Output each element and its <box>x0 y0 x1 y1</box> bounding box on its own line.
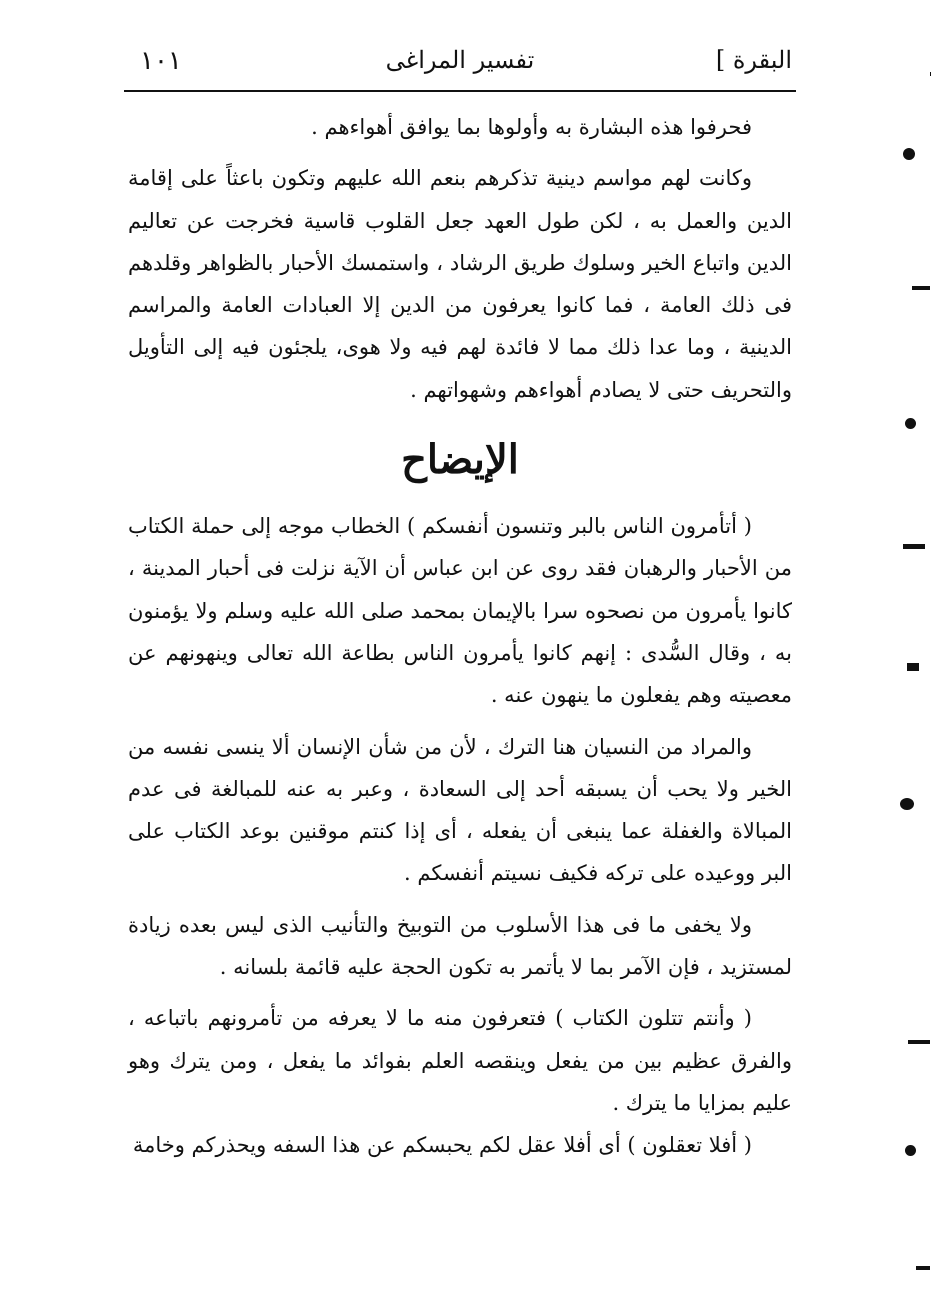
paragraph: ( أتأمرون الناس بالبر وتنسون أنفسكم ) الخطاب موجه إلى حملة الكتاب من الأحبار والرهبان فقد روى عن ابن عباس أن الآية نزلت فى أحبار المدينة ، كانوا يأمرون من نصحوه سرا بالإيمان بمحمد صلى الله عليه وسلم ولا يؤمنون به ، وقال السُّدى : إنهم كانوا يأمرون الناس بطاعة الله تعالى وينهونهم عن معصيته وهم يفعلون ما ينهون عنه . <box>128 514 792 708</box>
scan-speck <box>900 798 914 810</box>
section-heading: الإيضاح <box>401 436 519 484</box>
scan-speck <box>912 286 930 290</box>
page-body <box>128 106 792 1167</box>
page-header <box>128 38 792 86</box>
scan-speck <box>907 663 919 671</box>
scan-speck <box>905 418 916 429</box>
surah-name: البقرة ] <box>715 46 792 74</box>
scan-speck <box>908 1040 930 1044</box>
book-title: تفسير المراغى <box>385 46 535 74</box>
scan-speck <box>916 1266 930 1270</box>
paragraph: وكانت لهم مواسم دينية تذكرهم بنعم الله عليهم وتكون باعثاً على إقامة الدين والعمل به ، لكن طول العهد جعل القلوب قاسية فخرجت عن تعاليم الدين واتباع الخير وسلوك طريق الرشاد ، واستمسك الأحبار بالظواهر وقلدهم فى ذلك العامة ، فما كانوا يعرفون من الدين إلا العبادات العامة والمراسم الدينية ، وما عدا ذلك مما لا فائدة لهم فيه ولا هوى، يلجئون فيه إلى التأويل والتحريف حتى لا يصادم أهواءهم وشهواتهم . <box>128 166 792 402</box>
scan-speck <box>905 1145 916 1156</box>
page-number: ١٠١ <box>140 46 182 76</box>
paragraph: ولا يخفى ما فى هذا الأسلوب من التوبيخ والتأنيب الذى ليس بعده زيادة لمستزيد ، فإن الآمر بما لا يأتمر به تكون الحجة عليه قائمة بلسانه . <box>128 912 792 980</box>
scan-speck <box>903 148 915 160</box>
paragraph: ( وأنتم تتلون الكتاب ) فتعرفون منه ما لا يعرفه من تأمرونهم باتباعه ، والفرق عظيم بين من يفعل وينقصه العلم بفوائد ما يفعل ، ومن يترك وهو عليم بمزايا ما يترك . <box>128 1006 792 1115</box>
scan-speck <box>903 544 925 549</box>
paragraph: ( أفلا تعقلون ) أى أفلا عقل لكم يحبسكم عن هذا السفه ويحذركم وخامة <box>132 1133 752 1158</box>
paragraph: والمراد من النسيان هنا الترك ، لأن من شأن الإنسان ألا ينسى نفسه من الخير ولا يحب أن يسبقه أحد إلى السعادة ، وعبر به عنه للمبالغة فى عدم المبالاة والغفلة عما ينبغى أن يفعله ، أى إذا كنتم موقنين بوعد الكتاب على البر ووعيده على تركه فكيف نسيتم أنفسكم . <box>128 734 792 886</box>
header-rule <box>124 90 796 92</box>
paragraph: فحرفوا هذه البشارة به وأولوها بما يوافق أهواءهم . <box>311 115 752 139</box>
